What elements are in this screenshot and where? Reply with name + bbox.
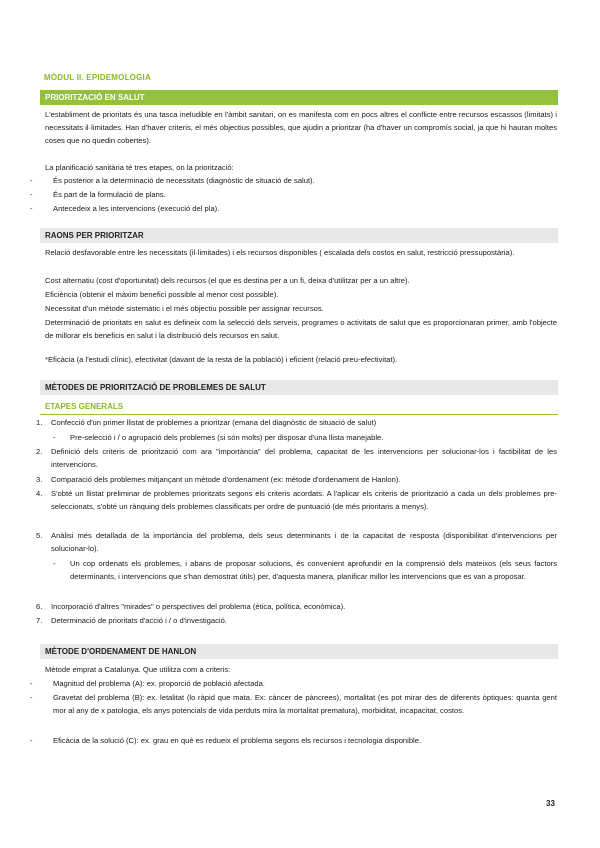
- section-heading-prioritzacio: PRIORITZACIÓ EN SALUT: [40, 90, 558, 105]
- section-heading-hanlon: MÈTODE D'ORDENAMENT DE HANLON: [40, 644, 558, 659]
- bullet-dash: -: [30, 693, 33, 702]
- raons-line: Eficiència (obtenir el màxim benefici possible al menor cost possible).: [45, 290, 279, 299]
- page-number: 33: [546, 799, 555, 808]
- section-heading-metodes: MÈTODES DE PRIORITZACIÓ DE PROBLEMES DE SALUT: [40, 380, 558, 395]
- raons-line: Relació desfavorable entre les necessitats (il·limitades) i els recursos disponibles ( escalada dels costos en salut, restricció pressupostària).: [45, 248, 515, 257]
- raons-line: Cost alternatiu (cost d'oportunitat) dels recursos (el que es destina per a un fi, deixa d'utilitzar per a un altre).: [45, 276, 410, 285]
- list-item: 7. Determinació de prioritats d'acció i / o d'investigació.: [36, 616, 227, 625]
- list-item: 1. Confecció d'un primer llistat de problemes a prioritzar (emana del diagnòstic de situació de salut): [36, 418, 377, 427]
- list-item: 4. S'obté un llistat preliminar de problemes prioritzats segons els criteris acordats. A l'aplicar els criteris de priorització a cada un dels problemes pre-seleccionats, s'obté un rànquing dels problemes classificats per ordre de puntuació (de més prioritaris a menys).: [36, 489, 557, 511]
- list-item: - Eficàcia de la solució (C): ex. grau en què es redueix el problema segons els recursos i tecnologia disponible.: [30, 736, 422, 745]
- subheading-underline: [40, 414, 558, 415]
- raons-note: *Eficàcia (a l'estudi clínic), efectivitat (davant de la resta de la població) i eficient (relació preu-efectivitat).: [45, 355, 398, 364]
- planning-lead: La planificació sanitària té tres etapes, on la priorització:: [45, 163, 234, 172]
- list-item: - Magnitud del problema (A): ex. proporció de població afectada.: [30, 679, 265, 688]
- bullet-dash: -: [30, 176, 33, 185]
- bullet-dash: -: [30, 204, 33, 213]
- list-item: 2. Definició dels criteris de priorització com ara "importància" del problema, capacitat de les intervencions per solucionar-los i factibilitat de les intervencions.: [36, 447, 557, 469]
- list-item: - És posterior a la determinació de necessitats (diagnòstic de situació de salut).: [30, 176, 315, 185]
- list-item: 6. Incorporació d'altres "mirades" o perspectives del problema (ètica, política, econòmica).: [36, 602, 346, 611]
- bullet-dash: -: [30, 190, 33, 199]
- list-item: - És part de la formulació de plans.: [30, 190, 166, 199]
- bullet-dash: -: [30, 679, 33, 688]
- list-item: 3. Comparació dels problemes mitjançant un mètode d'ordenament (ex: mètode d'ordenament de Hanlon).: [36, 475, 401, 484]
- list-item: - Pre-selecció i / o agrupació dels problemes (si són molts) per disposar d'una llista manejable.: [53, 433, 384, 442]
- list-item: - Gravetat del problema (B): ex. letalitat (lo ràpid que mata. Ex: càncer de pàncrees), mortalitat (es pot mirar des de diferents òptiques: quanta gent mor al any de x patologia, els anys potencials de vida perduts mira la mortalitat prematura), morbiditat, incapacitat, costos.: [30, 693, 557, 715]
- section-heading-raons: RAONS PER PRIORITZAR: [40, 228, 558, 243]
- list-item: - Un cop ordenats els problemes, i abans de proposar solucions, és convenient aprofundir en la comprensió dels mateixos (els seus factors determinants, i intervencions que s'han demostrat útils) per, d'aquesta manera, planificar millor les intervencions que es van a proposar.: [53, 559, 557, 581]
- bullet-dash: -: [30, 736, 33, 745]
- module-title: MÒDUL II. EPIDEMOLOGIA: [44, 73, 151, 82]
- list-item: 5. Anàlisi més detallada de la importància del problema, dels seus determinants i de la capacitat de resposta (disponibilitat d'intervencions per solucionar-lo).: [36, 531, 557, 553]
- raons-line: Determinació de prioritats en salut es defineix com la selecció dels serveis, programes o activitats de salut que es proporcionaran primer, amb l'objecte de millorar els beneficis en salut i la distribució dels recursos en salut.: [45, 318, 557, 340]
- raons-line: Necessitat d'un mètode sistemàtic i el més objectiu possible per assignar recursos.: [45, 304, 324, 313]
- subheading-etapes: ETAPES GENERALS: [45, 402, 124, 411]
- hanlon-lead: Mètode emprat a Catalunya. Que utilitza com a criteris:: [45, 665, 231, 674]
- intro-paragraph: L'establiment de prioritats és una tasca ineludible en l'àmbit sanitari, on es manifesta com en pocs altres el conflicte entre recursos escassos (limitats) i necessitats il·limitades. Han d'haver criteris, el més objectius possibles, que ajudin a prioritzar (ha d'haver un compromís social, ja que hi hauran moltes coses que no quedin cobertes).: [45, 110, 557, 145]
- list-item: - Antecedeix a les intervencions (execució del pla).: [30, 204, 220, 213]
